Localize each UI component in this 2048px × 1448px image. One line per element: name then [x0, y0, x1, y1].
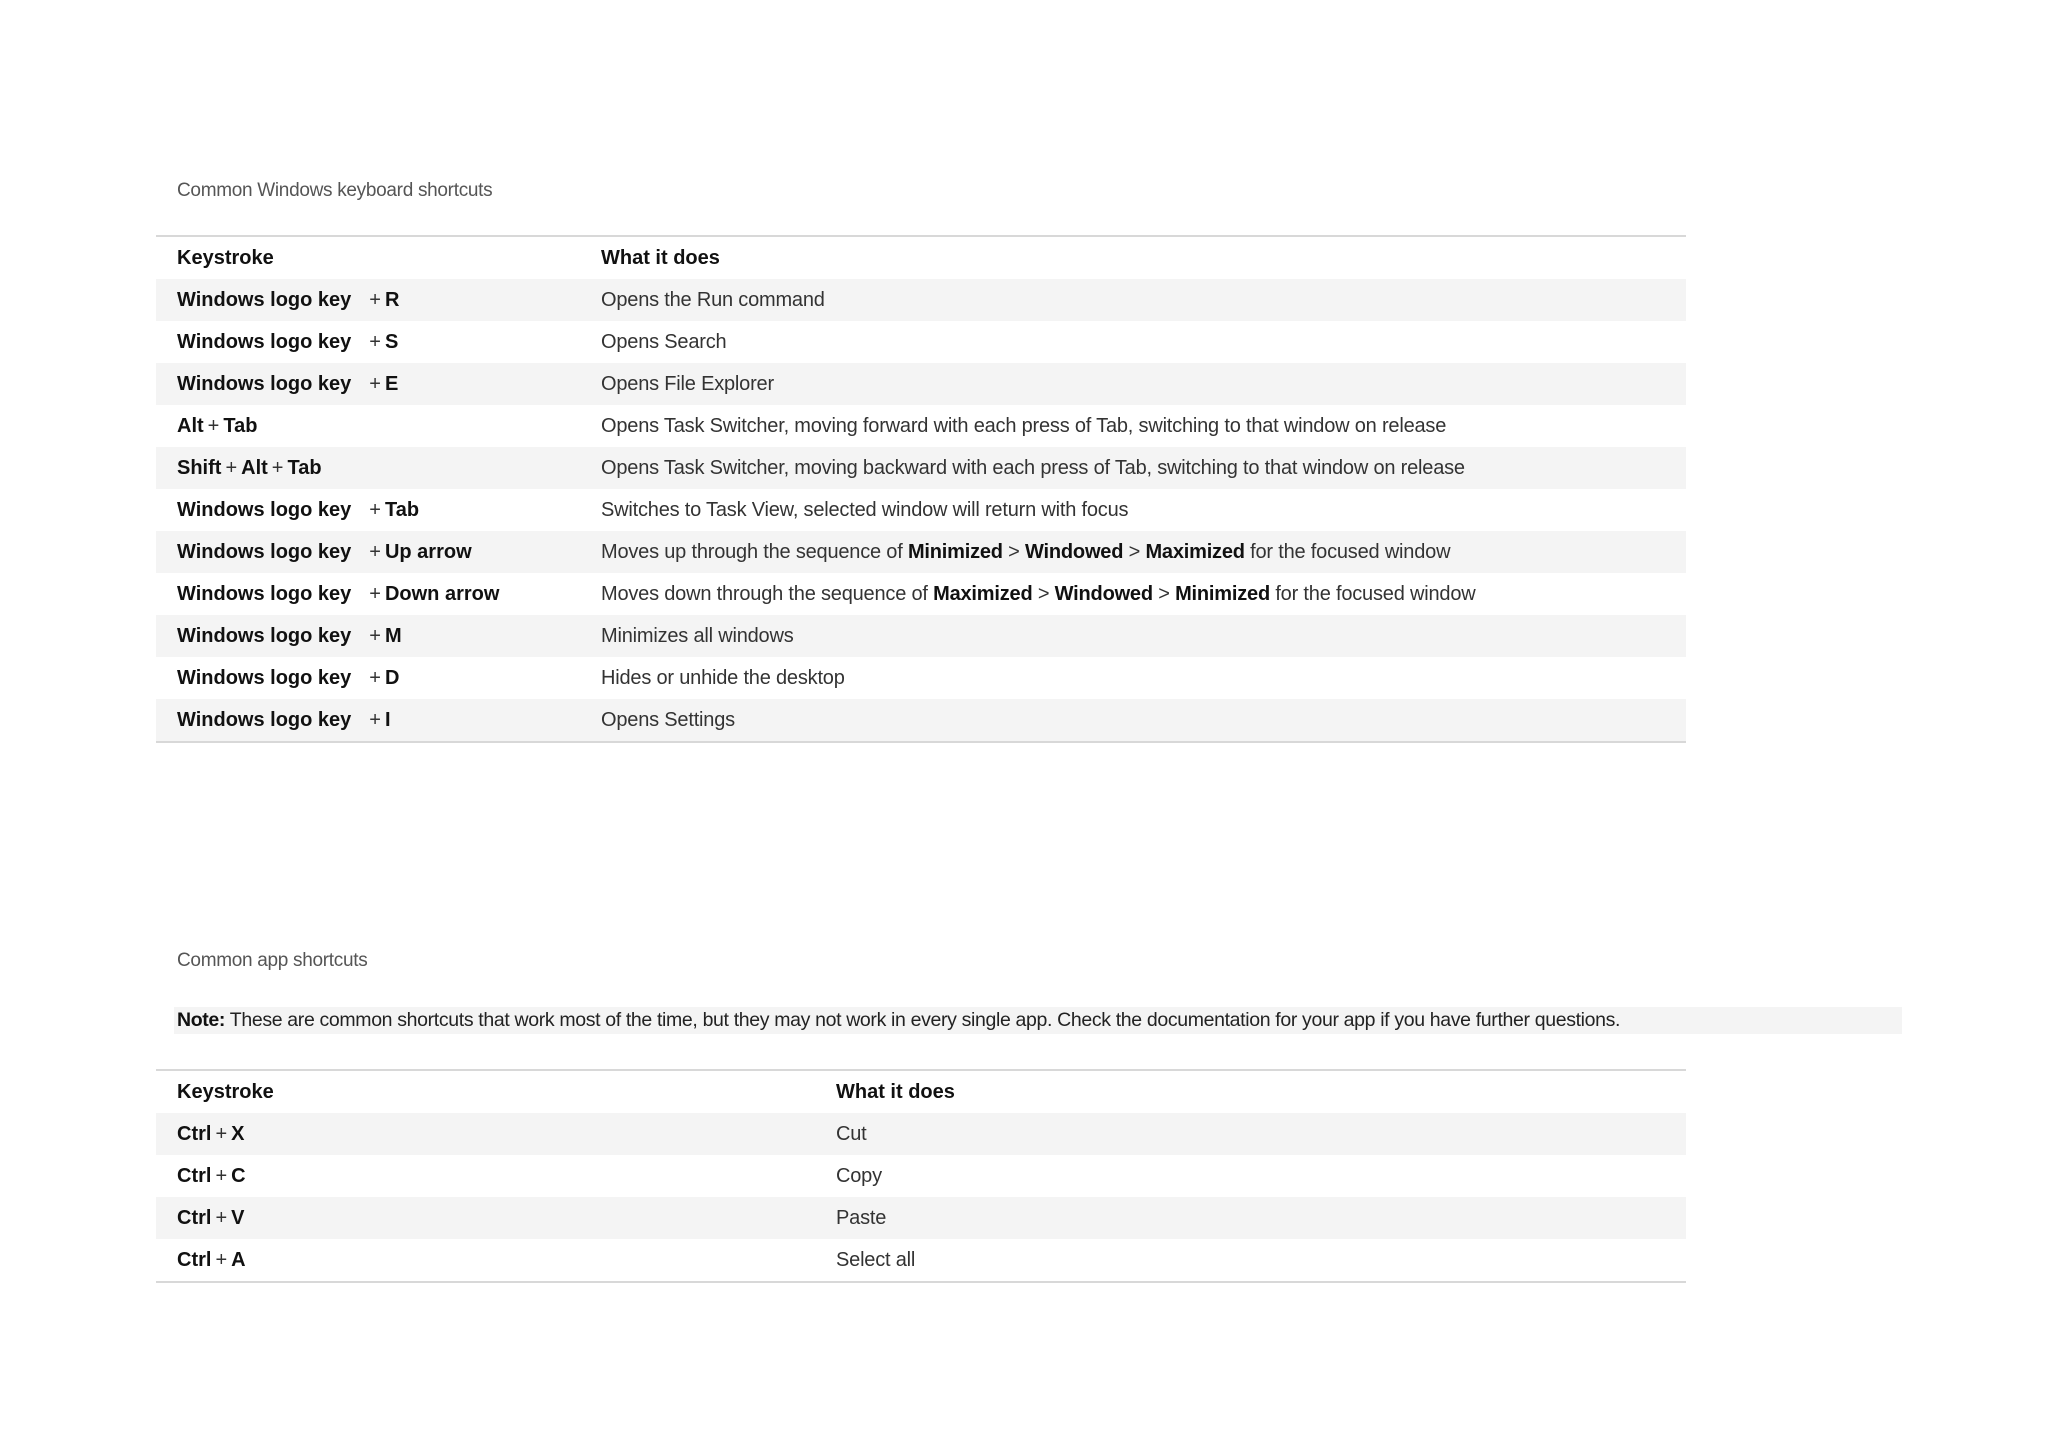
- windows-shortcuts-title: Common Windows keyboard shortcuts: [177, 180, 493, 201]
- table-row: [156, 279, 1686, 321]
- plus-separator: +: [215, 1206, 228, 1229]
- windows-shortcuts-table: [156, 235, 1686, 743]
- description-cell: [580, 363, 1686, 405]
- description-text: Paste: [836, 1206, 887, 1229]
- description-cell: [815, 1197, 1686, 1239]
- plus-separator: +: [369, 540, 381, 563]
- key-name: I: [384, 708, 391, 731]
- key-name: Ctrl: [177, 1164, 212, 1187]
- plus-separator: +: [225, 456, 238, 479]
- key-name: Windows logo key: [177, 372, 352, 395]
- table-row: [156, 447, 1686, 489]
- description-cell: [815, 1155, 1686, 1197]
- description-text: Select all: [836, 1248, 916, 1271]
- description-text: for the focused window: [1269, 582, 1476, 605]
- key-name: Windows logo key: [177, 708, 352, 731]
- description-cell: [580, 615, 1686, 657]
- description-text: Moves down through the sequence of: [601, 582, 934, 605]
- description-cell: [580, 573, 1686, 615]
- description-emphasis: Maximized: [933, 582, 1033, 605]
- description-text: >: [1002, 540, 1026, 563]
- key-name: Ctrl: [177, 1206, 212, 1229]
- app-shortcuts-title: Common app shortcuts: [177, 950, 368, 971]
- app-shortcuts-body: [156, 1113, 1686, 1282]
- table-row: [156, 489, 1686, 531]
- keystroke-cell: [156, 489, 580, 531]
- keystroke-cell: [156, 321, 580, 363]
- description-text: Opens File Explorer: [601, 372, 774, 395]
- description-text: Copy: [836, 1164, 882, 1187]
- plus-separator: +: [215, 1164, 228, 1187]
- description-text: for the focused window: [1244, 540, 1451, 563]
- key-name: Tab: [287, 456, 322, 479]
- key-name: Windows logo key: [177, 288, 352, 311]
- table-row: [156, 657, 1686, 699]
- key-name: M: [384, 624, 402, 647]
- key-name: E: [384, 372, 399, 395]
- what-it-does-header: What it does: [601, 246, 720, 269]
- key-name: Tab: [384, 498, 420, 521]
- keystroke-cell: [156, 657, 580, 699]
- description-text: >: [1152, 582, 1176, 605]
- note-text: These are common shortcuts that work most of the time, but they may not work in every single app. Check the documentation for your app if you have further questions.: [225, 1009, 1621, 1031]
- plus-separator: +: [369, 372, 381, 395]
- description-emphasis: Minimized: [1175, 582, 1270, 605]
- description-emphasis: Windowed: [1054, 582, 1153, 605]
- plus-separator: +: [369, 582, 381, 605]
- description-text: Hides or unhide the desktop: [601, 666, 845, 689]
- plus-separator: +: [207, 414, 220, 437]
- plus-separator: +: [369, 666, 381, 689]
- description-cell: [580, 279, 1686, 321]
- description-text: Opens Settings: [601, 708, 735, 731]
- key-name: A: [231, 1248, 246, 1271]
- table-row: [156, 573, 1686, 615]
- keystroke-cell: [156, 615, 580, 657]
- keystroke-header: Keystroke: [177, 1080, 274, 1103]
- what-it-does-header: What it does: [836, 1080, 955, 1103]
- key-name: Alt: [177, 414, 204, 437]
- description-cell: [580, 405, 1686, 447]
- plus-separator: +: [369, 624, 381, 647]
- note-label: Note:: [177, 1009, 226, 1031]
- app-shortcuts-table: [156, 1069, 1686, 1283]
- keystroke-cell: [156, 1239, 815, 1282]
- table-row: [156, 405, 1686, 447]
- table-header-row: [156, 236, 1686, 279]
- key-name: Down arrow: [384, 582, 500, 605]
- description-emphasis: Maximized: [1145, 540, 1245, 563]
- description-text: Opens Search: [601, 330, 727, 353]
- plus-separator: +: [369, 330, 381, 353]
- table-row: [156, 1239, 1686, 1282]
- description-cell: [815, 1239, 1686, 1282]
- key-name: X: [231, 1122, 245, 1145]
- table-row: [156, 363, 1686, 405]
- keystroke-cell: [156, 279, 580, 321]
- description-emphasis: Minimized: [907, 540, 1003, 563]
- description-cell: [580, 321, 1686, 363]
- key-name: Windows logo key: [177, 498, 352, 521]
- key-name: Shift: [177, 456, 222, 479]
- plus-separator: +: [369, 708, 381, 731]
- table-row: [156, 1197, 1686, 1239]
- plus-separator: +: [271, 456, 284, 479]
- table-row: [156, 1113, 1686, 1155]
- description-text: Opens the Run command: [601, 288, 825, 311]
- keystroke-cell: [156, 363, 580, 405]
- plus-separator: +: [215, 1122, 228, 1145]
- plus-separator: +: [369, 498, 381, 521]
- keystroke-cell: [156, 1197, 815, 1239]
- keystroke-cell: [156, 1155, 815, 1197]
- key-name: V: [231, 1206, 245, 1229]
- description-cell: [580, 489, 1686, 531]
- key-name: S: [384, 330, 399, 353]
- key-name: Windows logo key: [177, 582, 352, 605]
- keystroke-cell: [156, 447, 580, 489]
- description-cell: [580, 531, 1686, 573]
- table-row: [156, 531, 1686, 573]
- key-name: Windows logo key: [177, 666, 352, 689]
- description-text: Opens Task Switcher, moving backward with each press of Tab, switching to that window on release: [601, 456, 1465, 479]
- description-cell: [580, 657, 1686, 699]
- key-name: R: [384, 288, 400, 311]
- description-cell: [580, 447, 1686, 489]
- key-name: Windows logo key: [177, 540, 352, 563]
- key-name: D: [384, 666, 400, 689]
- key-name: C: [231, 1164, 246, 1187]
- windows-shortcuts-body: [156, 279, 1686, 742]
- description-text: >: [1123, 540, 1146, 563]
- plus-separator: +: [369, 288, 381, 311]
- table-row: [156, 699, 1686, 742]
- description-text: Cut: [836, 1122, 867, 1145]
- plus-separator: +: [215, 1248, 228, 1271]
- description-cell: [815, 1113, 1686, 1155]
- description-text: Opens Task Switcher, moving forward with each press of Tab, switching to that window on release: [601, 414, 1447, 437]
- keystroke-cell: [156, 1113, 815, 1155]
- key-name: Alt: [241, 456, 268, 479]
- table-header-row: [156, 1070, 1686, 1113]
- key-name: Tab: [223, 414, 258, 437]
- keystroke-cell: [156, 531, 580, 573]
- description-text: Switches to Task View, selected window will return with focus: [601, 498, 1129, 521]
- note-banner: [174, 1007, 1902, 1034]
- key-name: Up arrow: [384, 540, 472, 563]
- table-row: [156, 1155, 1686, 1197]
- description-text: Moves up through the sequence of: [601, 540, 908, 563]
- table-row: [156, 321, 1686, 363]
- table-row: [156, 615, 1686, 657]
- key-name: Ctrl: [177, 1248, 212, 1271]
- key-name: Ctrl: [177, 1122, 212, 1145]
- description-text: Minimizes all windows: [601, 624, 794, 647]
- description-emphasis: Windowed: [1025, 540, 1124, 563]
- keystroke-cell: [156, 405, 580, 447]
- keystroke-header: Keystroke: [177, 246, 274, 269]
- description-text: >: [1032, 582, 1055, 605]
- key-name: Windows logo key: [177, 330, 352, 353]
- keystroke-cell: [156, 573, 580, 615]
- description-cell: [580, 699, 1686, 742]
- keystroke-cell: [156, 699, 580, 742]
- key-name: Windows logo key: [177, 624, 352, 647]
